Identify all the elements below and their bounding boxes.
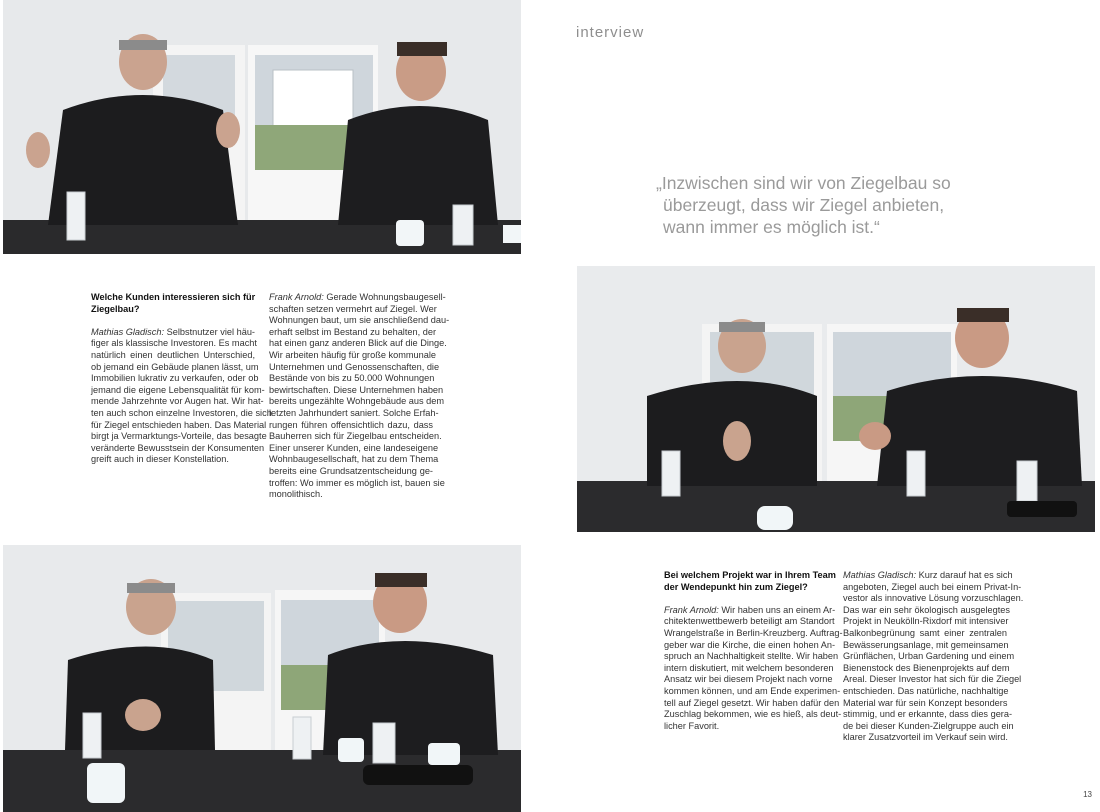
answer-line: hat einen ganz anderen Blick auf die Dinge. xyxy=(269,338,447,349)
pull-quote xyxy=(656,172,996,238)
answer-line: für Ziegel entschieden haben. Das Material xyxy=(91,419,267,430)
answer-line: troffen: Wo immer es möglich ist, bauen sie xyxy=(269,477,445,488)
text-column-4 xyxy=(843,570,1024,744)
answer-line: greift auch in dieser Konstellation. xyxy=(91,454,229,465)
answer-line: schaften setzen vermehrt auf Ziegel. Wer xyxy=(269,303,437,314)
answer-line: Immobilien lukrativ zu verkaufen, oder ob xyxy=(91,373,259,384)
answer-line: erhaft selbst im Bestand zu behalten, der xyxy=(269,326,437,337)
answer-line: figer als klassische Investoren. Es macht xyxy=(91,338,257,349)
answer-line: Bienenstock des Bienenprojekts auf dem xyxy=(843,662,1010,673)
section-label: interview xyxy=(576,24,645,41)
answer-line: Zuschlag bekommen, wie es hieß, als deut- xyxy=(664,709,842,720)
answer-line: bereits eine Grundsatzentscheidung ge- xyxy=(269,465,433,476)
answer-line: birgt ja Vermarktungs-Vorteile, das besagte xyxy=(91,431,267,442)
answer-line: klarer Zusatzvorteil im Verkauf sein wird. xyxy=(843,732,1008,743)
answer-text: Gerade Wohnungsbaugesell- xyxy=(323,292,446,302)
answer-line: geber war die Kirche, die einen hohen An- xyxy=(664,639,836,650)
answer-line: chitektenwettbewerb beteiligt am Standort xyxy=(664,616,835,627)
answer-line: Bestände von bis zu 50.000 Wohnungen xyxy=(269,373,435,384)
answer-line: natürlich einen deutlichen Unterschied, xyxy=(91,349,255,360)
answer-line: angeboten, Ziegel auch bei einem Privat-In- xyxy=(843,581,1022,592)
answer-line: Wohnbaugesellschaft, hat zu dem Thema xyxy=(269,454,439,465)
pull-quote-line: „Inzwischen sind wir von Ziegelbau so xyxy=(656,173,951,193)
photo-interview-right-image xyxy=(577,266,1095,532)
text-column-2 xyxy=(269,292,450,501)
answer-line: Material war für sein Konzept besonders xyxy=(843,697,1008,708)
text-column-1 xyxy=(91,292,272,466)
answer-line: Das war ein sehr ökologisch ausgelegtes xyxy=(843,604,1010,615)
answer-line: Balkonbegrünung samt einer zentralen xyxy=(843,627,1007,638)
speaker-name: Mathias Gladisch: xyxy=(91,326,165,337)
pull-quote-line: wann immer es möglich ist.“ xyxy=(663,217,880,237)
photo-interview-bottom xyxy=(3,545,521,812)
answer-line: stimmig, und er erkannte, dass dies gera- xyxy=(843,709,1013,720)
answer-line: de bei dieser Kunden-Zielgruppe auch ein xyxy=(843,720,1014,731)
answer-line: Projekt in Neukölln-Rixdorf mit intensiver xyxy=(843,616,1009,627)
answer-first-line xyxy=(843,570,1013,582)
question-line: der Wendepunkt hin zum Ziegel? xyxy=(664,581,808,592)
photo-interview-right xyxy=(577,266,1095,532)
answer-line: Wrangelstraße in Berlin-Kreuzberg. Auftrag- xyxy=(664,627,843,638)
question-line: Welche Kunden interessieren sich für xyxy=(91,292,256,302)
pull-quote-line: überzeugt, dass wir Ziegel anbieten, xyxy=(663,195,945,215)
photo-interview-top xyxy=(3,0,521,254)
answer-line: ob jemand ein Gebäude planen lässt, um xyxy=(91,361,259,372)
answer-line: monolithisch. xyxy=(269,489,323,500)
speaker-name: Mathias Gladisch: xyxy=(843,570,917,580)
photo-interview-top-image xyxy=(3,0,521,254)
answer-line: ten auch schon einzelne Investoren, die sich xyxy=(91,407,272,418)
answer-line: intern diskutiert, mit welchem besonderen xyxy=(664,662,834,673)
answer-line: Einer unserer Kunden, eine landeseigene xyxy=(269,442,439,453)
answer-line: Unternehmen und Genossenschaften, die xyxy=(269,361,440,372)
answer-first-line xyxy=(91,327,255,339)
answer-line: veränderte Bewusstsein der Konsumenten xyxy=(91,442,265,453)
answer-line: mende Jahrzehnte vor Augen hat. Wir hat- xyxy=(91,396,264,407)
photo-interview-bottom-image xyxy=(3,545,521,812)
text-column-3 xyxy=(664,570,843,732)
answer-line: Grünflächen, Urban Gardening und einem xyxy=(843,651,1015,662)
answer-line: Areal. Dieser Investor hat sich für die Ziegel xyxy=(843,674,1022,685)
answer-first-line xyxy=(664,604,836,617)
answer-line: vestor als innovative Lösung vorzuschlagen. xyxy=(843,593,1024,604)
answer-line: licher Favorit. xyxy=(664,720,720,731)
answer-line: Wir arbeiten häufig für große kommunale xyxy=(269,349,436,360)
question-line: Bei welchem Projekt war in Ihrem Team xyxy=(664,570,836,580)
answer-line: Ansatz wir bei diesem Projekt nach vorne xyxy=(664,674,833,685)
answer-first-line xyxy=(269,292,446,304)
answer-line: bewirtschaften. Diese Unternehmen haben xyxy=(269,384,444,395)
answer-text: Kurz darauf hat es sich xyxy=(916,570,1013,580)
answer-line: kommen können, und am Ende experimen- xyxy=(664,685,841,696)
answer-line: entschieden. Das natürliche, nachhaltige xyxy=(843,685,1009,696)
answer-line: rungen führen offensichtlich dazu, dass xyxy=(269,419,433,430)
speaker-name: Frank Arnold: xyxy=(664,604,719,615)
question-line: Ziegelbau? xyxy=(91,303,140,314)
page-number: 13 xyxy=(1083,790,1092,799)
answer-line: bereits ungezählte Wohngebäude aus dem xyxy=(269,396,445,407)
answer-line: tell auf Ziegel gesetzt. Wir haben dafür den xyxy=(664,697,840,708)
answer-text: Selbstnutzer viel häu- xyxy=(164,326,255,337)
answer-line: Bauherren sich für Ziegelbau entscheiden. xyxy=(269,431,442,442)
speaker-name: Frank Arnold: xyxy=(269,292,324,302)
answer-line: letzten Jahrhundert saniert. Solche Erfah- xyxy=(269,407,439,418)
answer-line: spruch an Nachhaltigkeit stellte. Wir haben xyxy=(664,651,839,662)
answer-line: jemand die eigene Lebensqualität für kom- xyxy=(91,384,265,395)
answer-text: Wir haben uns an einem Ar- xyxy=(718,604,836,615)
answer-line: Bewässerungsanlage, mit gemeinsamen xyxy=(843,639,1009,650)
answer-line: Wohnungen baut, um sie anschließend dau- xyxy=(269,315,450,326)
